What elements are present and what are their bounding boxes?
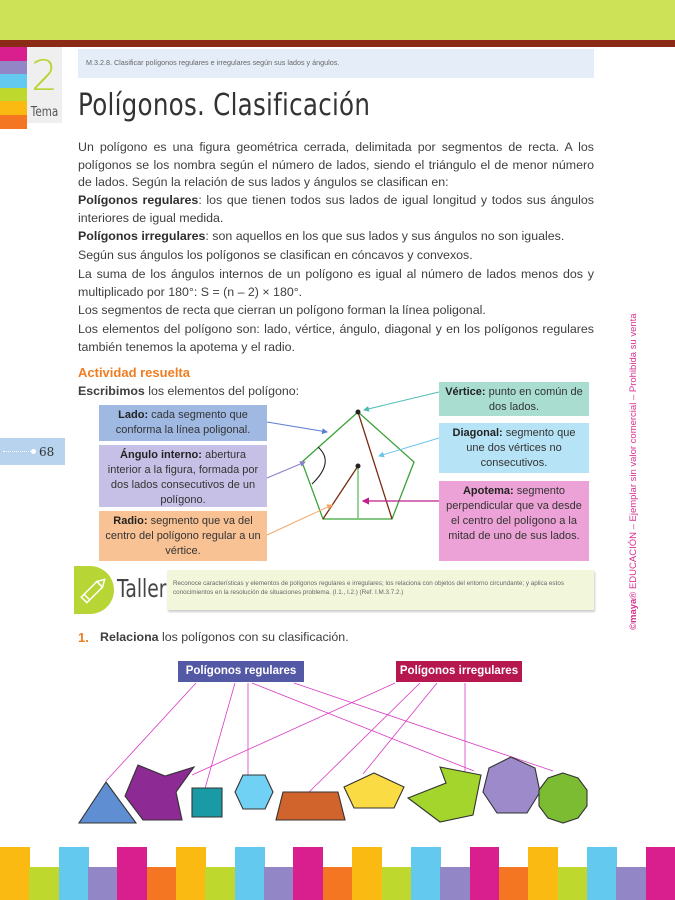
callout-term: Ángulo interno: <box>120 449 202 461</box>
activity-title: Actividad resuelta <box>78 365 190 380</box>
shape-concave-purple[interactable] <box>125 765 194 820</box>
footer-bar <box>264 867 294 900</box>
standard-text: M.3.2.8. Clasificar polígonos regulares e irregulares según sus lados y ángulos. <box>86 58 340 67</box>
callout-text: segmento perpendicular que va desde el centro del polígono a la mitad de uno de sus lados. <box>446 485 582 542</box>
footer-bar <box>499 867 529 900</box>
center-dot <box>356 464 361 469</box>
intro-paragraph: Un polígono es una figura geométrica cerrada, delimitada por segmentos de recta. A los polígonos se los nombra según el número de lados, siendo el triángulo el de menor número de lados. Según la relación de sus lados y ángulos se clasifican en: <box>78 140 594 190</box>
regular-term: Polígonos regulares <box>78 193 199 207</box>
callout-term: Lado: <box>118 409 149 421</box>
page-title: Polígonos. Clasificación <box>78 88 371 123</box>
footer-bar <box>147 867 177 900</box>
footer-bar <box>88 867 118 900</box>
match-line <box>294 683 553 771</box>
regular-def: : los que tienen todos sus lados de igual longitud y todos sus ángulos interiores de igual medida. <box>78 193 594 225</box>
tema-label: Tema <box>30 105 59 120</box>
callout-term: Diagonal: <box>452 427 503 439</box>
footer-bar <box>29 867 59 900</box>
activity-sub-rest: los elementos del polígono: <box>144 384 300 398</box>
shape-decagon[interactable] <box>539 773 587 823</box>
match-line <box>204 683 235 792</box>
irregular-term: Polígonos irregulares <box>78 229 206 243</box>
vertex-dot <box>356 410 361 415</box>
shape-hexagon[interactable] <box>235 775 273 809</box>
angle-arc <box>312 447 325 484</box>
shape-square[interactable] <box>192 788 222 817</box>
footer-bar <box>411 847 441 900</box>
match-line <box>252 683 474 771</box>
shape-trapezoid[interactable] <box>276 792 345 820</box>
elements-paragraph: Los elementos del polígono son: lado, vértice, ángulo, diagonal y en los polígonos regulares también tenemos la apotema y el radio. <box>78 322 594 354</box>
exercise-number: 1. <box>78 630 89 645</box>
sum-paragraph: La suma de los ángulos internos de un polígono es igual al número de lados menos dos y multiplicado por 180°: S = (n – 2) × 180°. <box>78 267 594 299</box>
footer-bar <box>0 847 30 900</box>
shape-concave-green[interactable] <box>408 767 481 822</box>
arrow-angulo <box>267 462 305 478</box>
callout-term: Vértice: <box>445 386 486 398</box>
callout-term: Apotema: <box>462 485 514 497</box>
radius-line <box>323 466 358 519</box>
brand-mark: ©maya <box>628 598 639 630</box>
footer-bar <box>235 847 265 900</box>
angles-paragraph: Según sus ángulos los polígonos se clasifican en cóncavos y convexos. <box>78 248 473 262</box>
footer-bar <box>558 867 588 900</box>
footer-bar <box>382 867 412 900</box>
callout-text: abertura interior a la figura, formada por dos lados consecutivos de un polígono. <box>107 449 259 506</box>
footer-bar <box>205 867 235 900</box>
page-number: 68 <box>39 445 55 459</box>
tema-number: 2 <box>31 51 58 100</box>
callout-text: segmento que une dos vértices no consecutivos. <box>466 427 576 469</box>
taller-label: Taller <box>117 574 167 603</box>
exercise-bold: Relaciona <box>100 630 159 644</box>
regular-label-box: Polígonos regulares <box>178 661 304 682</box>
irregular-def: : son aquellos en los que sus lados y sus ángulos no son iguales. <box>205 229 565 243</box>
arrow-diagonal <box>379 438 439 456</box>
irregular-label-box: Polígonos irregulares <box>396 661 522 682</box>
taller-text: Reconoce características y elementos de polígonos regulares e irregulares; los relaciona con objetos del entorno circundante; y aplica estos conocimientos en la resolución de situaciones problema. (I.1., I.2.) (Ref. I.M.3.7.2.) <box>173 580 564 596</box>
diagonal-line <box>358 412 392 519</box>
footer-bar <box>176 847 206 900</box>
callout-text: segmento que va del centro del polígono regular a un vértice. <box>105 515 261 557</box>
match-line <box>106 683 196 781</box>
match-line <box>192 683 395 775</box>
arrow-radio <box>267 505 332 535</box>
shape-triangle[interactable] <box>79 782 136 823</box>
polyline-paragraph: Los segmentos de recta que cierran un polígono forman la línea poligonal. <box>78 303 486 317</box>
footer-bar <box>59 847 89 900</box>
arrow-lado <box>267 422 327 432</box>
footer-bar <box>293 847 323 900</box>
callout-text: punto en común de dos lados. <box>485 386 583 413</box>
callout-term: Radio: <box>113 515 148 527</box>
exercise-rest: los polígonos con su clasificación. <box>158 630 349 644</box>
footer-bar <box>440 867 470 900</box>
footer-bar <box>352 847 382 900</box>
copyright-text: ® EDUCACIÓN – Ejemplar sin valor comercial – Prohibida su venta <box>628 313 639 599</box>
footer-bar <box>587 847 617 900</box>
shape-pentagon[interactable] <box>344 773 404 808</box>
activity-sub-bold: Escribimos <box>78 384 145 398</box>
footer-bar <box>323 867 353 900</box>
footer-bar <box>117 847 147 900</box>
shape-heptagon[interactable] <box>483 757 540 813</box>
callout-text: cada segmento que conforma la línea poligonal. <box>115 409 251 436</box>
arrow-vertice <box>364 392 439 410</box>
footer-bar <box>470 847 500 900</box>
footer-bar <box>646 847 675 900</box>
footer-bar <box>616 867 646 900</box>
footer-bar <box>528 847 558 900</box>
